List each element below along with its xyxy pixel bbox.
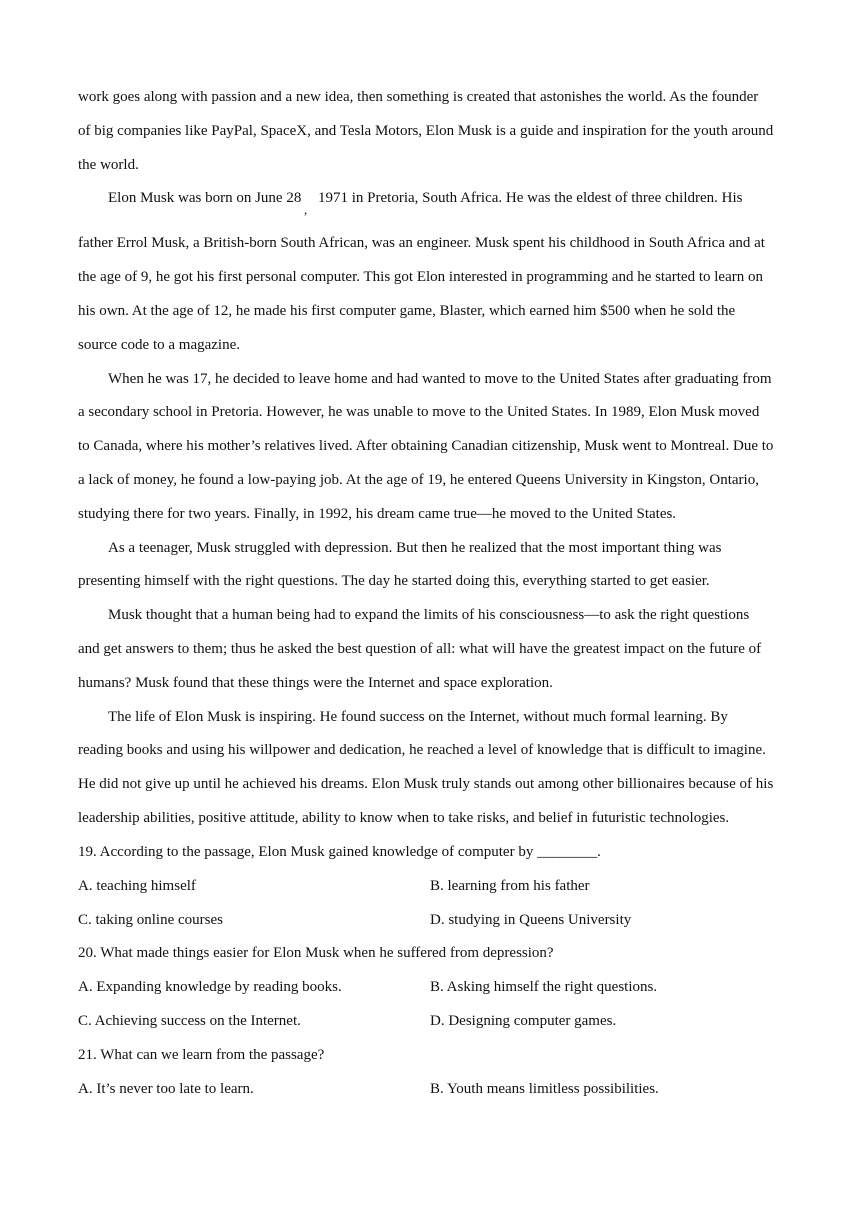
passage-line: The life of Elon Musk is inspiring. He found success on the Internet, without much formal learning. By: [108, 709, 728, 725]
option-c: C. Achieving success on the Internet.: [78, 1013, 301, 1029]
passage-line: When he was 17, he decided to leave home and had wanted to move to the United States after graduating from: [108, 371, 772, 387]
question-stem: 19. According to the passage, Elon Musk gained knowledge of computer by ________.: [78, 844, 601, 860]
passage-line: a lack of money, he found a low-paying job. At the age of 19, he entered Queens University in Kingston, Ontario,: [78, 472, 759, 488]
passage-line: the age of 9, he got his first personal computer. This got Elon interested in programming and he started to learn on: [78, 269, 763, 285]
option-d: D. studying in Queens University: [430, 912, 632, 928]
option-a: A. Expanding knowledge by reading books.: [78, 979, 342, 995]
option-d: D. Designing computer games.: [430, 1013, 617, 1029]
passage-line: Musk thought that a human being had to expand the limits of his consciousness—to ask the right questions: [108, 607, 750, 623]
option-a: A. teaching himself: [78, 878, 196, 894]
passage-line: Elon Musk was born on June 28: [108, 190, 302, 206]
option-c: C. taking online courses: [78, 912, 223, 928]
passage-line: presenting himself with the right questions. The day he started doing this, everything started to get easier.: [78, 573, 710, 589]
passage-line: a secondary school in Pretoria. However, he was unable to move to the United States. In 1989, Elon Musk moved: [78, 404, 760, 420]
passage-line: leadership abilities, positive attitude, ability to know when to take risks, and belief in futuristic technologies.: [78, 810, 730, 826]
question-stem: 21. What can we learn from the passage?: [78, 1047, 325, 1063]
passage-line: He did not give up until he achieved his dreams. Elon Musk truly stands out among other billionaires because of his: [78, 776, 774, 792]
passage-line: humans? Musk found that these things were the Internet and space exploration.: [78, 675, 553, 691]
passage-line: his own. At the age of 12, he made his first computer game, Blaster, which earned him $500 when he sold the: [78, 303, 736, 319]
passage-line: of big companies like PayPal, SpaceX, and Tesla Motors, Elon Musk is a guide and inspiration for the youth around: [78, 123, 774, 139]
passage-line: 1971 in Pretoria, South Africa. He was the eldest of three children. His: [318, 190, 743, 206]
option-b: B. Asking himself the right questions.: [430, 979, 658, 995]
passage-line: work goes along with passion and a new idea, then something is created that astonishes the world. As the founder: [78, 89, 759, 105]
passage-line: source code to a magazine.: [78, 337, 241, 353]
passage-line: reading books and using his willpower and dedication, he reached a level of knowledge that is difficult to imagine.: [78, 742, 766, 758]
passage-line: the world.: [78, 157, 139, 173]
passage-line: to Canada, where his mother’s relatives lived. After obtaining Canadian citizenship, Musk went to Montreal. Due to: [78, 438, 774, 454]
comma-mark: ,: [304, 202, 308, 217]
passage-line: and get answers to them; thus he asked the best question of all: what will have the greatest impact on the future of: [78, 641, 762, 657]
option-b: B. Youth means limitless possibilities.: [430, 1081, 659, 1097]
passage-line: As a teenager, Musk struggled with depression. But then he realized that the most important thing was: [108, 540, 722, 556]
passage-line: studying there for two years. Finally, in 1992, his dream came true—he moved to the United States.: [78, 506, 677, 522]
passage-line: father Errol Musk, a British-born South African, was an engineer. Musk spent his childhood in South Africa and at: [78, 235, 765, 251]
question-stem: 20. What made things easier for Elon Musk when he suffered from depression?: [78, 945, 554, 961]
option-a: A. It’s never too late to learn.: [78, 1081, 254, 1097]
option-b: B. learning from his father: [430, 878, 590, 894]
